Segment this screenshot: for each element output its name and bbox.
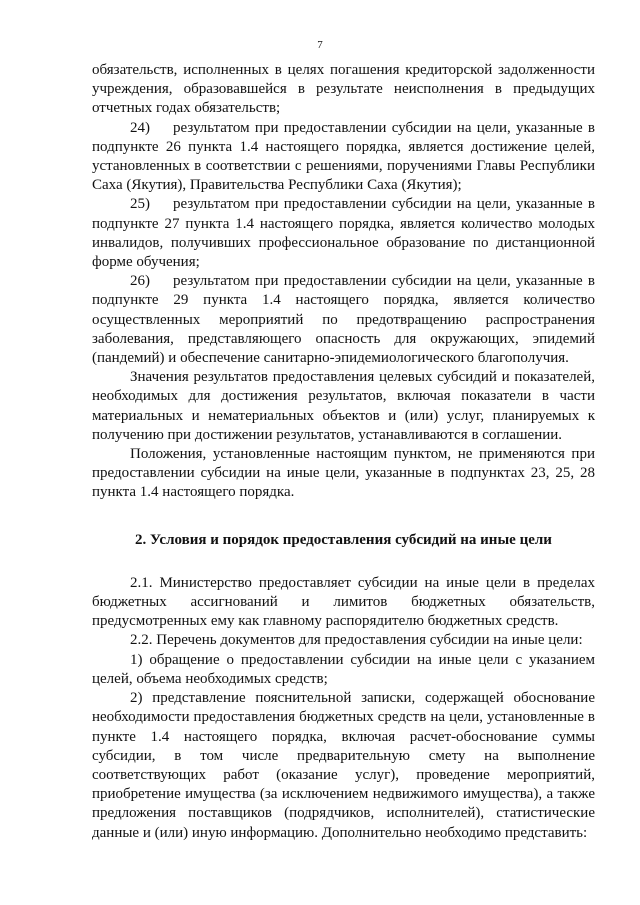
paragraph-2-2: 2.2. Перечень документов для предоставления субсидии на иные цели:: [130, 632, 583, 649]
item-number: 26): [130, 273, 150, 290]
item-text: результатом при предоставлении субсидии на цели, указанные в подпункте 26 пункта 1.4 настоящего порядка, является достижение целей, установленных в соответствии с решениями, поручениями Главы Республики Саха (Якутия), Правительства Республики Саха (Якутия);: [92, 119, 595, 194]
item-text: результатом при предоставлении субсидии на цели, указанные в подпункте 27 пункта 1.4 настоящего порядка, является количество молодых инвалидов, получивших профессиональное образование по дистанционной форме обучения;: [92, 196, 595, 271]
section-2-title: 2. Условия и порядок предоставления субсидий на иные цели: [135, 531, 552, 548]
paragraph-item-26: [92, 272, 595, 368]
list-item-2: 2) представление пояснительной записки, содержащей обоснование необходимости предоставления бюджетных средств на цели, установленные в пункте 1.4 настоящего порядка, включая расчет-обоснование суммы субсидии, в том числе предварительную смету на выполнение соответствующих работ (оказание услуг), проведение мероприятий, приобретение имущества (за исключением недвижимого имущества), а также предложения поставщиков (подрядчиков, исполнителей), статистические данные и (или) иную информацию. Дополнительно необходимо представить:: [92, 690, 595, 841]
document-body: [92, 61, 595, 843]
paragraph-values: Значения результатов предоставления целевых субсидий и показателей, необходимых для достижения результатов, включая показатели в части материальных и нематериальных объектов и (или) услуг, планируемых к получению при достижении результатов, устанавливаются в соглашении.: [92, 369, 595, 443]
paragraph-item-25: [92, 195, 595, 272]
paragraph-provisions: Положения, установленные настоящим пунктом, не применяются при предоставлении субсидии на иные цели, указанные в подпунктах 23, 25, 28 пункта 1.4 настоящего порядка.: [92, 446, 595, 501]
item-number: 25): [130, 196, 150, 213]
paragraph-item-24: [92, 119, 595, 196]
list-item-1: 1) обращение о предоставлении субсидии на иные цели с указанием целей, объема необходимых средств;: [92, 651, 595, 687]
paragraph-continuation: обязательств, исполненных в целях погашения кредиторской задолженности учреждения, образовавшейся в результате неисполнения в предыдущих отчетных годах обязательств;: [92, 62, 595, 117]
item-text: результатом при предоставлении субсидии на цели, указанные в подпункте 29 пункта 1.4 настоящего порядка, является количество осуществленных мероприятий по предотвращению распространения заболевания, представляющего опасность для окружающих, эпидемий (пандемий) и обеспечение санитарно-эпидемиологического благополучия.: [92, 273, 595, 367]
paragraph-2-1: 2.1. Министерство предоставляет субсидии на иные цели в пределах бюджетных ассигнований и лимитов бюджетных обязательств, предусмотренных ему как главному распорядителю бюджетных средств.: [92, 574, 595, 630]
page-number: 7: [317, 39, 323, 51]
item-number: 24): [130, 119, 150, 136]
